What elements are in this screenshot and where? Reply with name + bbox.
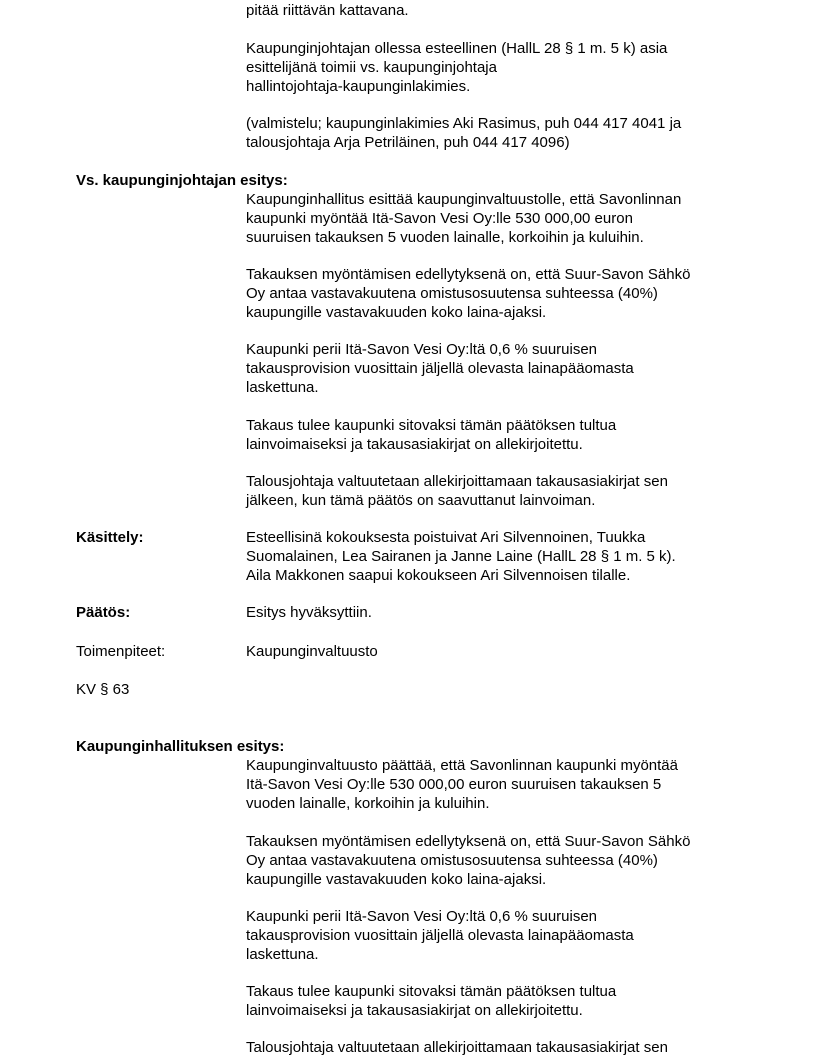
intro-paragraph-preparation: (valmistelu; kaupunginlakimies Aki Rasimus, puh 044 417 4041 ja talousjohtaja Arja Petriläinen, puh 044 417 4096): [246, 115, 682, 151]
vs-proposal-paragraph-4: Takaus tulee kaupunki sitovaksi tämän päätöksen tultua lainvoimaiseksi ja takausasiakirjat on allekirjoitettu.: [246, 417, 617, 453]
actions-text: Kaupunginvaltuusto: [246, 643, 378, 660]
vs-proposal-paragraph-3: Kaupunki perii Itä-Savon Vesi Oy:ltä 0,6 % suuruisen takausprovision vuosittain jäljellä olevasta lainapääomasta laskettuna.: [246, 341, 634, 396]
actions-label: Toimenpiteet:: [76, 643, 166, 660]
board-proposal-paragraph-4: Takaus tulee kaupunki sitovaksi tämän päätöksen tultua lainvoimaiseksi ja takausasiakirjat on allekirjoitettu.: [246, 983, 617, 1019]
section-reference: KV § 63: [76, 681, 130, 698]
processing-text: Esteellisinä kokouksesta poistuivat Ari Silvennoinen, Tuukka Suomalainen, Lea Sairanen ja Janne Laine (HallL 28 § 1 m. 5 k). Aila Makkonen saapui kokoukseen Ari Silvennoisen tilalle.: [246, 529, 676, 584]
board-proposal-paragraph-1: Kaupunginvaltuusto päättää, että Savonlinnan kaupunki myöntää Itä-Savon Vesi Oy:lle 530 000,00 euron suuruisen takauksen 5 vuoden lainalle, korkoihin ja kuluihin.: [246, 757, 678, 812]
vs-proposal-paragraph-2: Takauksen myöntämisen edellytyksenä on, että Suur-Savon Sähkö Oy antaa vastavakuutena omistusosuutensa suhteessa (40%) kaupungille vastavakuuden koko laina-ajaksi.: [246, 266, 691, 321]
vs-proposal-paragraph-1: Kaupunginhallitus esittää kaupunginvaltuustolle, että Savonlinnan kaupunki myöntää Itä-Savon Vesi Oy:lle 530 000,00 euron suuruisen takauksen 5 vuoden lainalle, korkoihin ja kuluihin.: [246, 191, 682, 246]
intro-paragraph-tail: pitää riittävän kattavana.: [246, 2, 409, 19]
board-proposal-label: Kaupunginhallituksen esitys:: [76, 738, 285, 755]
vs-proposal-label: Vs. kaupunginjohtajan esitys:: [76, 172, 288, 189]
intro-paragraph-substitute: Kaupunginjohtajan ollessa esteellinen (HallL 28 § 1 m. 5 k) asia esittelijänä toimii vs. kaupunginjohtaja hallintojohtaja-kaupunginlakimies.: [246, 40, 668, 95]
board-proposal-paragraph-2: Takauksen myöntämisen edellytyksenä on, että Suur-Savon Sähkö Oy antaa vastavakuutena omistusosuutensa suhteessa (40%) kaupungille vastavakuuden koko laina-ajaksi.: [246, 833, 691, 888]
vs-proposal-paragraph-5: Talousjohtaja valtuutetaan allekirjoittamaan takausasiakirjat sen jälkeen, kun tämä päätös on saavuttanut lainvoiman.: [246, 473, 668, 509]
board-proposal-paragraph-5: Talousjohtaja valtuutetaan allekirjoittamaan takausasiakirjat sen: [246, 1039, 668, 1056]
decision-text: Esitys hyväksyttiin.: [246, 604, 372, 621]
processing-label: Käsittely:: [76, 529, 144, 546]
decision-label: Päätös:: [76, 604, 131, 621]
board-proposal-paragraph-3: Kaupunki perii Itä-Savon Vesi Oy:ltä 0,6 % suuruisen takausprovision vuosittain jäljellä olevasta lainapääomasta laskettuna.: [246, 908, 634, 963]
